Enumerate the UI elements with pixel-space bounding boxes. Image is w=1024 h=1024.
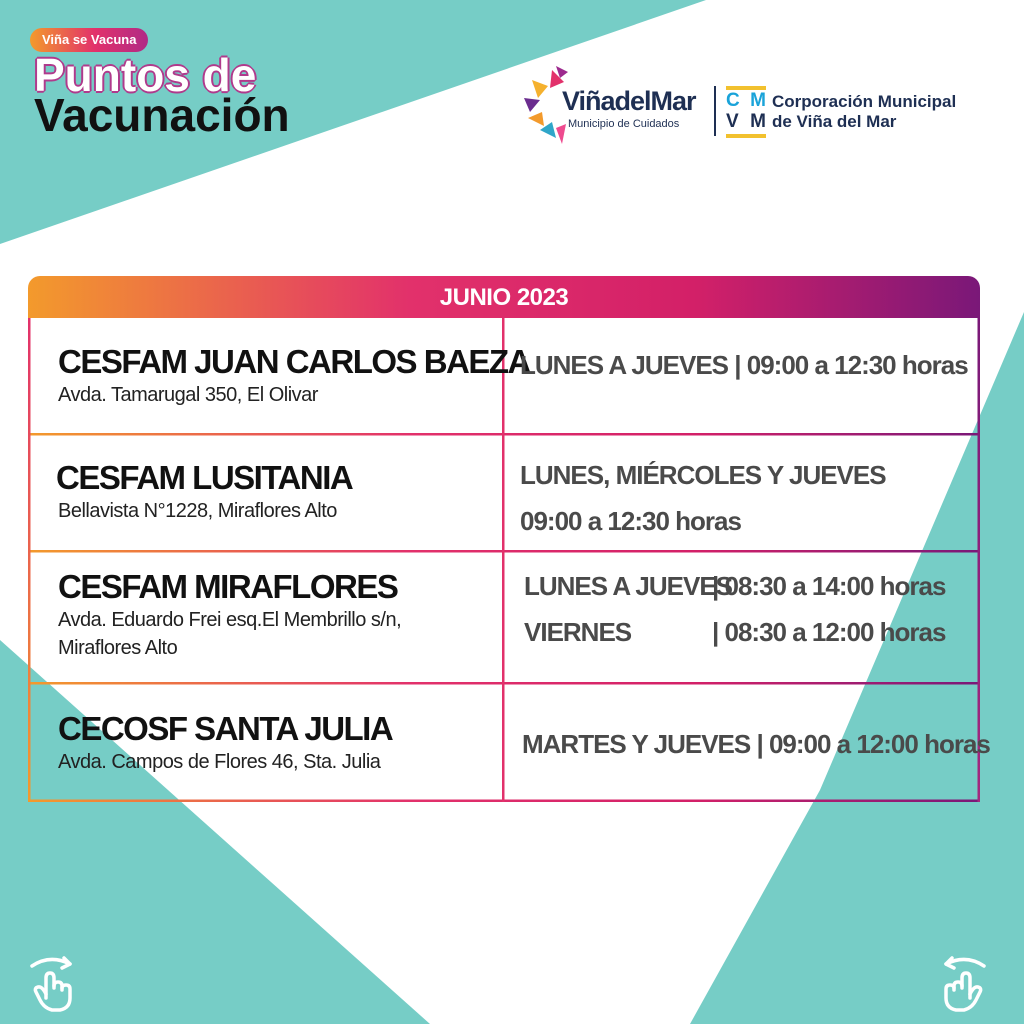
table-heading: JUNIO 2023 <box>28 276 980 318</box>
page-title-line2: Vacunación <box>34 89 290 141</box>
swipe-right-hand-icon[interactable] <box>928 950 992 1014</box>
campaign-tag: Viña se Vacuna <box>30 28 148 52</box>
table-row <box>28 318 980 434</box>
cmvm-row-bottom <box>726 112 766 132</box>
site-name: CESFAM MIRAFLORES <box>58 568 398 605</box>
cmvm-letter-v: V <box>726 111 739 132</box>
site-schedule-days1: LUNES A JUEVES <box>524 571 733 601</box>
swipe-left-hand-icon[interactable] <box>24 950 88 1014</box>
site-schedule-line2: 09:00 a 12:30 horas <box>520 506 741 536</box>
site-schedule-hours1: | 08:30 a 14:00 horas <box>712 571 946 601</box>
corporation-name <box>772 92 956 132</box>
site-address: Avda. Campos de Flores 46, Sta. Julia <box>58 751 381 773</box>
vina-logo-name: ViñadelMar <box>562 86 696 116</box>
corporation-line2: de Viña del Mar <box>772 112 897 131</box>
cmvm-letter-m2: M <box>750 111 766 132</box>
site-schedule-line1: LUNES, MIÉRCOLES Y JUEVES <box>520 460 886 490</box>
site-address: Bellavista N°1228, Miraflores Alto <box>58 500 337 522</box>
table-row <box>28 551 980 683</box>
site-name: CESFAM JUAN CARLOS BAEZA <box>58 343 530 380</box>
table-row <box>28 434 980 551</box>
table-row <box>28 683 990 802</box>
vina-logo-subtitle: Municipio de Cuidados <box>568 118 680 130</box>
logo-divider <box>714 86 716 136</box>
site-address: Avda. Tamarugal 350, El Olivar <box>58 384 318 406</box>
site-schedule: LUNES A JUEVES | 09:00 a 12:30 horas <box>520 350 968 380</box>
site-address-line1: Avda. Eduardo Frei esq.El Membrillo s/n, <box>58 609 402 631</box>
site-address-line2: Miraflores Alto <box>58 637 178 659</box>
site-schedule-days2: VIERNES <box>524 617 632 647</box>
site-name: CESFAM LUSITANIA <box>56 459 353 496</box>
cmvm-row-top <box>726 91 766 111</box>
cmvm-letter-c: C <box>726 90 740 111</box>
cmvm-bottom-bar <box>726 134 766 138</box>
schedule-table <box>28 276 990 802</box>
vina-del-mar-logo <box>522 66 717 148</box>
site-schedule-hours2: | 08:30 a 12:00 horas <box>712 617 946 647</box>
site-schedule: MARTES Y JUEVES | 09:00 a 12:00 horas <box>522 729 990 759</box>
corporation-line1: Corporación Municipal <box>772 92 957 111</box>
page-title-line1: Puntos de <box>34 49 257 101</box>
site-name: CECOSF SANTA JULIA <box>58 710 393 747</box>
cmvm-logo <box>726 86 766 140</box>
cmvm-letter-m: M <box>750 90 766 111</box>
